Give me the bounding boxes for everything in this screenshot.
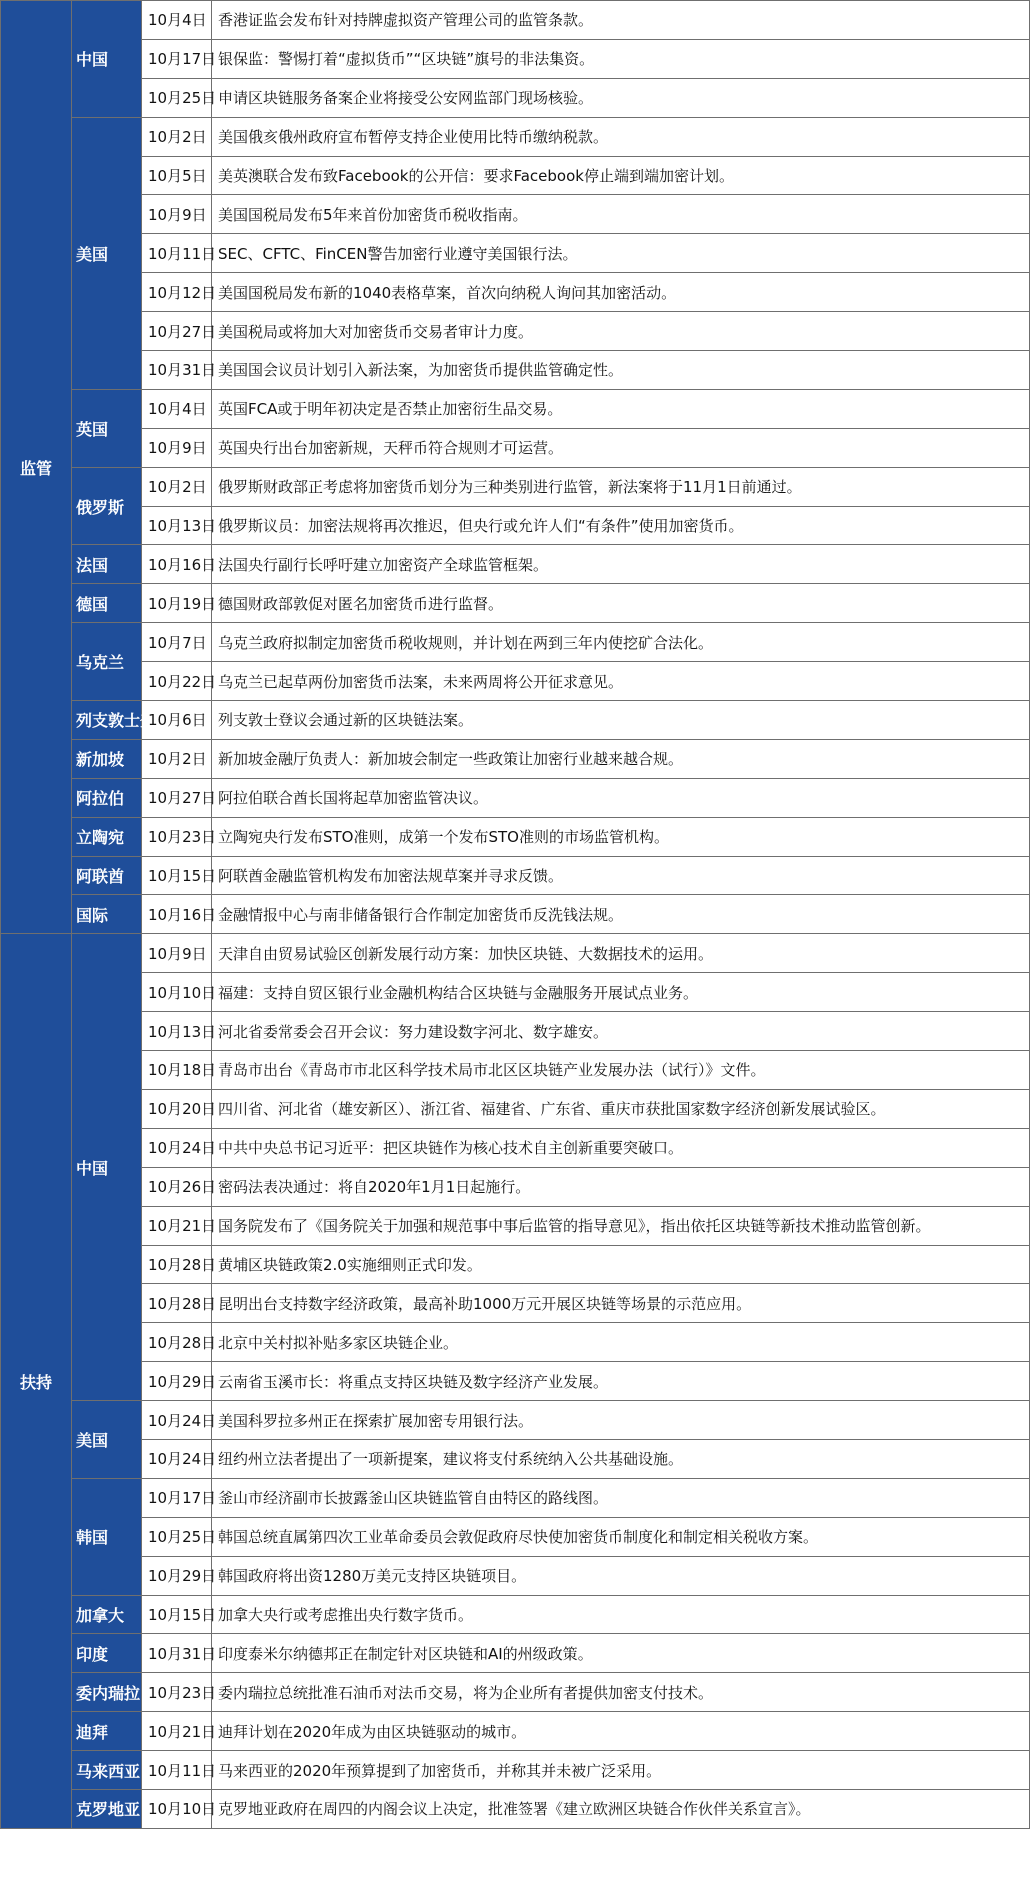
date-cell: 10月16日: [142, 545, 212, 584]
event-cell: 乌克兰已起草两份加密货币法案，未来两周将公开征求意见。: [212, 662, 1030, 701]
date-cell: 10月21日: [142, 1206, 212, 1245]
event-cell: 法国央行副行长呼吁建立加密资产全球监管框架。: [212, 545, 1030, 584]
date-cell: 10月4日: [142, 389, 212, 428]
table-row: [1, 1245, 1030, 1284]
country-cell: 俄罗斯: [72, 467, 142, 545]
table-row: [1, 351, 1030, 390]
date-cell: 10月17日: [142, 39, 212, 78]
event-cell: 迪拜计划在2020年成为由区块链驱动的城市。: [212, 1712, 1030, 1751]
event-cell: 德国财政部敦促对匿名加密货币进行监督。: [212, 584, 1030, 623]
event-cell: 列支敦士登议会通过新的区块链法案。: [212, 701, 1030, 740]
event-cell: 福建：支持自贸区银行业金融机构结合区块链与金融服务开展试点业务。: [212, 973, 1030, 1012]
category-cell: 扶持: [1, 934, 72, 1828]
event-cell: 新加坡金融厅负责人：新加坡会制定一些政策让加密行业越来越合规。: [212, 739, 1030, 778]
date-cell: 10月29日: [142, 1556, 212, 1595]
table-row: [1, 1712, 1030, 1751]
date-cell: 10月22日: [142, 662, 212, 701]
event-cell: 美国国税局发布新的1040表格草案，首次向纳税人询问其加密活动。: [212, 273, 1030, 312]
table-row: [1, 1128, 1030, 1167]
table-row: [1, 1517, 1030, 1556]
event-cell: 加拿大央行或考虑推出央行数字货币。: [212, 1595, 1030, 1634]
country-cell: 韩国: [72, 1478, 142, 1595]
event-cell: 中共中央总书记习近平：把区块链作为核心技术自主创新重要突破口。: [212, 1128, 1030, 1167]
event-cell: 英国FCA或于明年初决定是否禁止加密衍生品交易。: [212, 389, 1030, 428]
event-cell: 阿联酋金融监管机构发布加密法规草案并寻求反馈。: [212, 856, 1030, 895]
table-row: [1, 1012, 1030, 1051]
table-row: [1, 817, 1030, 856]
date-cell: 10月11日: [142, 234, 212, 273]
category-cell: 监管: [1, 1, 72, 934]
country-cell: 美国: [72, 117, 142, 389]
date-cell: 10月24日: [142, 1439, 212, 1478]
date-cell: 10月25日: [142, 1517, 212, 1556]
event-cell: 北京中关村拟补贴多家区块链企业。: [212, 1323, 1030, 1362]
table-row: [1, 117, 1030, 156]
event-cell: 釜山市经济副市长披露釜山区块链监管自由特区的路线图。: [212, 1478, 1030, 1517]
event-cell: 黄埔区块链政策2.0实施细则正式印发。: [212, 1245, 1030, 1284]
event-cell: 美国国税局发布5年来首份加密货币税收指南。: [212, 195, 1030, 234]
table-row: [1, 973, 1030, 1012]
table-row: [1, 1439, 1030, 1478]
event-cell: 俄罗斯议员：加密法规将再次推迟，但央行或允许人们“有条件”使用加密货币。: [212, 506, 1030, 545]
event-cell: 银保监：警惕打着“虚拟货币”“区块链”旗号的非法集资。: [212, 39, 1030, 78]
date-cell: 10月28日: [142, 1323, 212, 1362]
event-cell: 俄罗斯财政部正考虑将加密货币划分为三种类别进行监管，新法案将于11月1日前通过。: [212, 467, 1030, 506]
table-row: [1, 1478, 1030, 1517]
table-row: [1, 1323, 1030, 1362]
table-row: [1, 1206, 1030, 1245]
date-cell: 10月24日: [142, 1401, 212, 1440]
table-row: [1, 506, 1030, 545]
table-row: [1, 778, 1030, 817]
date-cell: 10月18日: [142, 1051, 212, 1090]
event-cell: 密码法表决通过：将自2020年1月1日起施行。: [212, 1167, 1030, 1206]
table-row: [1, 739, 1030, 778]
date-cell: 10月10日: [142, 1789, 212, 1828]
event-cell: 美英澳联合发布致Facebook的公开信：要求Facebook停止端到端加密计划。: [212, 156, 1030, 195]
table-row: [1, 428, 1030, 467]
policy-table-body: [1, 1, 1030, 1829]
table-row: [1, 39, 1030, 78]
event-cell: 马来西亚的2020年预算提到了加密货币，并称其并未被广泛采用。: [212, 1751, 1030, 1790]
event-cell: 美国科罗拉多州正在探索扩展加密专用银行法。: [212, 1401, 1030, 1440]
event-cell: 乌克兰政府拟制定加密货币税收规则，并计划在两到三年内使挖矿合法化。: [212, 623, 1030, 662]
table-row: [1, 934, 1030, 973]
date-cell: 10月2日: [142, 739, 212, 778]
date-cell: 10月31日: [142, 1634, 212, 1673]
event-cell: 立陶宛央行发布STO准则，成第一个发布STO准则的市场监管机构。: [212, 817, 1030, 856]
event-cell: 国务院发布了《国务院关于加强和规范事中事后监管的指导意见》，指出依托区块链等新技术推动监管创新。: [212, 1206, 1030, 1245]
event-cell: 河北省委常委会召开会议：努力建设数字河北、数字雄安。: [212, 1012, 1030, 1051]
table-row: [1, 1556, 1030, 1595]
event-cell: 纽约州立法者提出了一项新提案，建议将支付系统纳入公共基础设施。: [212, 1439, 1030, 1478]
date-cell: 10月29日: [142, 1362, 212, 1401]
table-row: [1, 856, 1030, 895]
event-cell: 四川省、河北省（雄安新区）、浙江省、福建省、广东省、重庆市获批国家数字经济创新发展试验区。: [212, 1089, 1030, 1128]
event-cell: 金融情报中心与南非储备银行合作制定加密货币反洗钱法规。: [212, 895, 1030, 934]
date-cell: 10月7日: [142, 623, 212, 662]
country-cell: 新加坡: [72, 739, 142, 778]
country-cell: 委内瑞拉: [72, 1673, 142, 1712]
table-row: [1, 78, 1030, 117]
event-cell: 申请区块链服务备案企业将接受公安网监部门现场核验。: [212, 78, 1030, 117]
table-row: [1, 1, 1030, 40]
table-row: [1, 701, 1030, 740]
country-cell: 美国: [72, 1401, 142, 1479]
date-cell: 10月12日: [142, 273, 212, 312]
date-cell: 10月17日: [142, 1478, 212, 1517]
event-cell: 美国俄亥俄州政府宣布暂停支持企业使用比特币缴纳税款。: [212, 117, 1030, 156]
table-row: [1, 545, 1030, 584]
date-cell: 10月19日: [142, 584, 212, 623]
date-cell: 10月27日: [142, 312, 212, 351]
table-row: [1, 1284, 1030, 1323]
table-row: [1, 467, 1030, 506]
date-cell: 10月28日: [142, 1284, 212, 1323]
table-row: [1, 1401, 1030, 1440]
date-cell: 10月16日: [142, 895, 212, 934]
date-cell: 10月24日: [142, 1128, 212, 1167]
country-cell: 英国: [72, 389, 142, 467]
date-cell: 10月28日: [142, 1245, 212, 1284]
country-cell: 法国: [72, 545, 142, 584]
country-cell: 阿拉伯: [72, 778, 142, 817]
event-cell: 天津自由贸易试验区创新发展行动方案：加快区块链、大数据技术的运用。: [212, 934, 1030, 973]
table-row: [1, 1362, 1030, 1401]
event-cell: 云南省玉溪市长：将重点支持区块链及数字经济产业发展。: [212, 1362, 1030, 1401]
table-row: [1, 312, 1030, 351]
event-cell: 韩国总统直属第四次工业革命委员会敦促政府尽快使加密货币制度化和制定相关税收方案。: [212, 1517, 1030, 1556]
event-cell: 克罗地亚政府在周四的内阁会议上决定，批准签署《建立欧洲区块链合作伙伴关系宣言》。: [212, 1789, 1030, 1828]
event-cell: 委内瑞拉总统批准石油币对法币交易，将为企业所有者提供加密支付技术。: [212, 1673, 1030, 1712]
table-row: [1, 195, 1030, 234]
table-row: [1, 1051, 1030, 1090]
table-row: [1, 623, 1030, 662]
event-cell: 美国税局或将加大对加密货币交易者审计力度。: [212, 312, 1030, 351]
country-cell: 中国: [72, 934, 142, 1401]
event-cell: 昆明出台支持数字经济政策，最高补助1000万元开展区块链等场景的示范应用。: [212, 1284, 1030, 1323]
country-cell: 迪拜: [72, 1712, 142, 1751]
table-row: [1, 273, 1030, 312]
country-cell: 乌克兰: [72, 623, 142, 701]
event-cell: 香港证监会发布针对持牌虚拟资产管理公司的监管条款。: [212, 1, 1030, 40]
date-cell: 10月9日: [142, 428, 212, 467]
country-cell: 列支敦士登: [72, 701, 142, 740]
date-cell: 10月9日: [142, 195, 212, 234]
event-cell: 美国国会议员计划引入新法案，为加密货币提供监管确定性。: [212, 351, 1030, 390]
date-cell: 10月26日: [142, 1167, 212, 1206]
country-cell: 马来西亚: [72, 1751, 142, 1790]
table-row: [1, 1595, 1030, 1634]
country-cell: 德国: [72, 584, 142, 623]
date-cell: 10月20日: [142, 1089, 212, 1128]
date-cell: 10月6日: [142, 701, 212, 740]
table-row: [1, 1089, 1030, 1128]
date-cell: 10月21日: [142, 1712, 212, 1751]
table-row: [1, 389, 1030, 428]
date-cell: 10月25日: [142, 78, 212, 117]
country-cell: 加拿大: [72, 1595, 142, 1634]
table-row: [1, 1167, 1030, 1206]
date-cell: 10月10日: [142, 973, 212, 1012]
table-row: [1, 1634, 1030, 1673]
date-cell: 10月2日: [142, 117, 212, 156]
date-cell: 10月13日: [142, 1012, 212, 1051]
country-cell: 立陶宛: [72, 817, 142, 856]
event-cell: 韩国政府将出资1280万美元支持区块链项目。: [212, 1556, 1030, 1595]
table-row: [1, 1751, 1030, 1790]
country-cell: 阿联酋: [72, 856, 142, 895]
event-cell: 青岛市出台《青岛市市北区科学技术局市北区区块链产业发展办法（试行）》文件。: [212, 1051, 1030, 1090]
date-cell: 10月31日: [142, 351, 212, 390]
date-cell: 10月2日: [142, 467, 212, 506]
table-row: [1, 662, 1030, 701]
date-cell: 10月15日: [142, 1595, 212, 1634]
table-row: [1, 234, 1030, 273]
event-cell: 英国央行出台加密新规，天秤币符合规则才可运营。: [212, 428, 1030, 467]
country-cell: 中国: [72, 1, 142, 118]
country-cell: 印度: [72, 1634, 142, 1673]
country-cell: 克罗地亚: [72, 1789, 142, 1828]
date-cell: 10月13日: [142, 506, 212, 545]
table-row: [1, 1673, 1030, 1712]
date-cell: 10月27日: [142, 778, 212, 817]
table-row: [1, 156, 1030, 195]
date-cell: 10月5日: [142, 156, 212, 195]
table-row: [1, 895, 1030, 934]
event-cell: 阿拉伯联合酋长国将起草加密监管决议。: [212, 778, 1030, 817]
date-cell: 10月9日: [142, 934, 212, 973]
table-row: [1, 584, 1030, 623]
date-cell: 10月11日: [142, 1751, 212, 1790]
event-cell: SEC、CFTC、FinCEN警告加密行业遵守美国银行法。: [212, 234, 1030, 273]
table-row: [1, 1789, 1030, 1828]
date-cell: 10月15日: [142, 856, 212, 895]
date-cell: 10月23日: [142, 817, 212, 856]
date-cell: 10月4日: [142, 1, 212, 40]
date-cell: 10月23日: [142, 1673, 212, 1712]
country-cell: 国际: [72, 895, 142, 934]
event-cell: 印度泰米尔纳德邦正在制定针对区块链和AI的州级政策。: [212, 1634, 1030, 1673]
